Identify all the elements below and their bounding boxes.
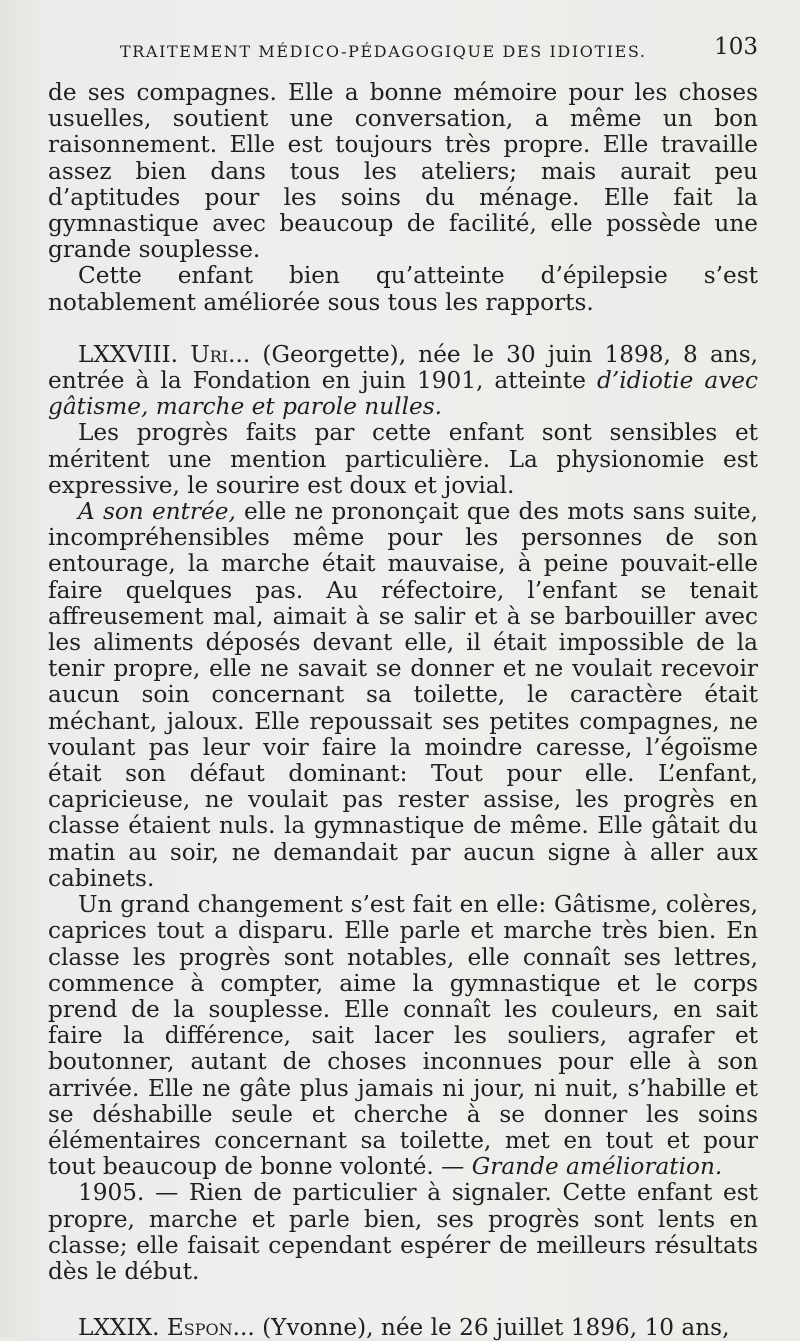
case-details: (Georgette), née le 30 juin 1898, 8 ans, entrée à la Fondation en juin 1901, atteinte bbox=[48, 340, 758, 395]
running-head: TRAITEMENT MÉDICO-PÉDAGOGIQUE DES IDIOTIES. bbox=[120, 42, 647, 61]
case-name: Espon... bbox=[166, 1314, 255, 1341]
case-details: (Yvonne), née le 26 juillet 1896, 10 ans, bbox=[254, 1314, 730, 1341]
case-number: LXXVIII. bbox=[78, 340, 179, 368]
case-entry-78 bbox=[48, 342, 758, 421]
body-text bbox=[48, 80, 758, 1341]
page-number: 103 bbox=[714, 34, 758, 60]
paragraph-progress: Les progrès faits par cette enfant sont sensibles et méritent une mention particulière. La physionomie est expressive, le sourire est doux et jovial. bbox=[48, 419, 758, 499]
paragraph-body: Un grand changement s’est fait en elle: Gâtisme, colères, caprices tout a disparu. Elle parle et marche très bien. En classe les progrès sont notables, elle connaît ses lettres, commence à compter, aime la gymnastique et le corps prend de la souplesse. Elle connaît les couleurs, en sait faire la différence, sait lacer les souliers, agrafer et boutonner, autant de choses inconnues pour elle à son arrivée. Elle ne gâte plus jamais ni jour, ni nuit, s’habille et se déshabille seule et cherche à se donner les soins élémentaires concernant sa toilette, met en tout et pour tout beaucoup de bonne volonté. — bbox=[48, 891, 758, 1181]
result-label: Grande amélioration. bbox=[471, 1153, 723, 1181]
paragraph-1905: 1905. — Rien de particulier à signaler. Cette enfant est propre, marche et parle bien, ses progrès sont lents en classe; elle faisait cependant espérer de meilleurs résultats dès le début. bbox=[48, 1179, 758, 1285]
page-header bbox=[48, 34, 758, 68]
case-diagnosis: d’idiotie avec gâtisme, marche et parole nulles. bbox=[48, 367, 758, 421]
paragraph-lead: A son entrée, bbox=[78, 498, 236, 526]
paragraph-on-arrival bbox=[48, 499, 758, 892]
case-name: Uri... bbox=[190, 340, 251, 368]
paragraph-body: elle ne prononçait que des mots sans suite, incompréhensibles même pour les personnes de son entourage, la marche était mauvaise, à peine pouvait-elle faire quelques pas. Au réfectoire, l’enfant se tenait affreusement mal, aimait à se salir et à se barbouiller avec les aliments déposés devant elle, il était impossible de la tenir propre, elle ne savait se donner et ne voulait recevoir aucun soin concernant sa toilette, le caractère était méchant, jaloux. Elle repoussait ses petites compagnes, ne voulant pas leur voir faire la moindre caresse, l’égoïsme était son défaut dominant: Tout pour elle. L’enfant, capricieuse, ne voulait pas rester assise, les progrès en classe étaient nuls. la gymnastique de même. Elle gâtait du matin au soir, ne demandait par aucun signe à aller aux cabinets. bbox=[48, 498, 758, 892]
paragraph-continuation: de ses compagnes. Elle a bonne mémoire pour les choses usuelles, soutient une conversation, a même un bon raisonnement. Elle est toujours très propre. Elle travaille assez bien dans tous les ateliers; mais aurait peu d’aptitudes pour les soins du ménage. Elle fait la gymnastique avec beaucoup de facilité, elle possède une grande souplesse. bbox=[48, 79, 758, 264]
case-entry-79 bbox=[48, 1315, 758, 1341]
paragraph-epilepsy-note: Cette enfant bien qu’atteinte d’épilepsie s’est notablement améliorée sous tous les rapports. bbox=[48, 262, 758, 316]
paragraph-change bbox=[48, 892, 758, 1180]
case-number: LXXIX. bbox=[78, 1314, 160, 1341]
